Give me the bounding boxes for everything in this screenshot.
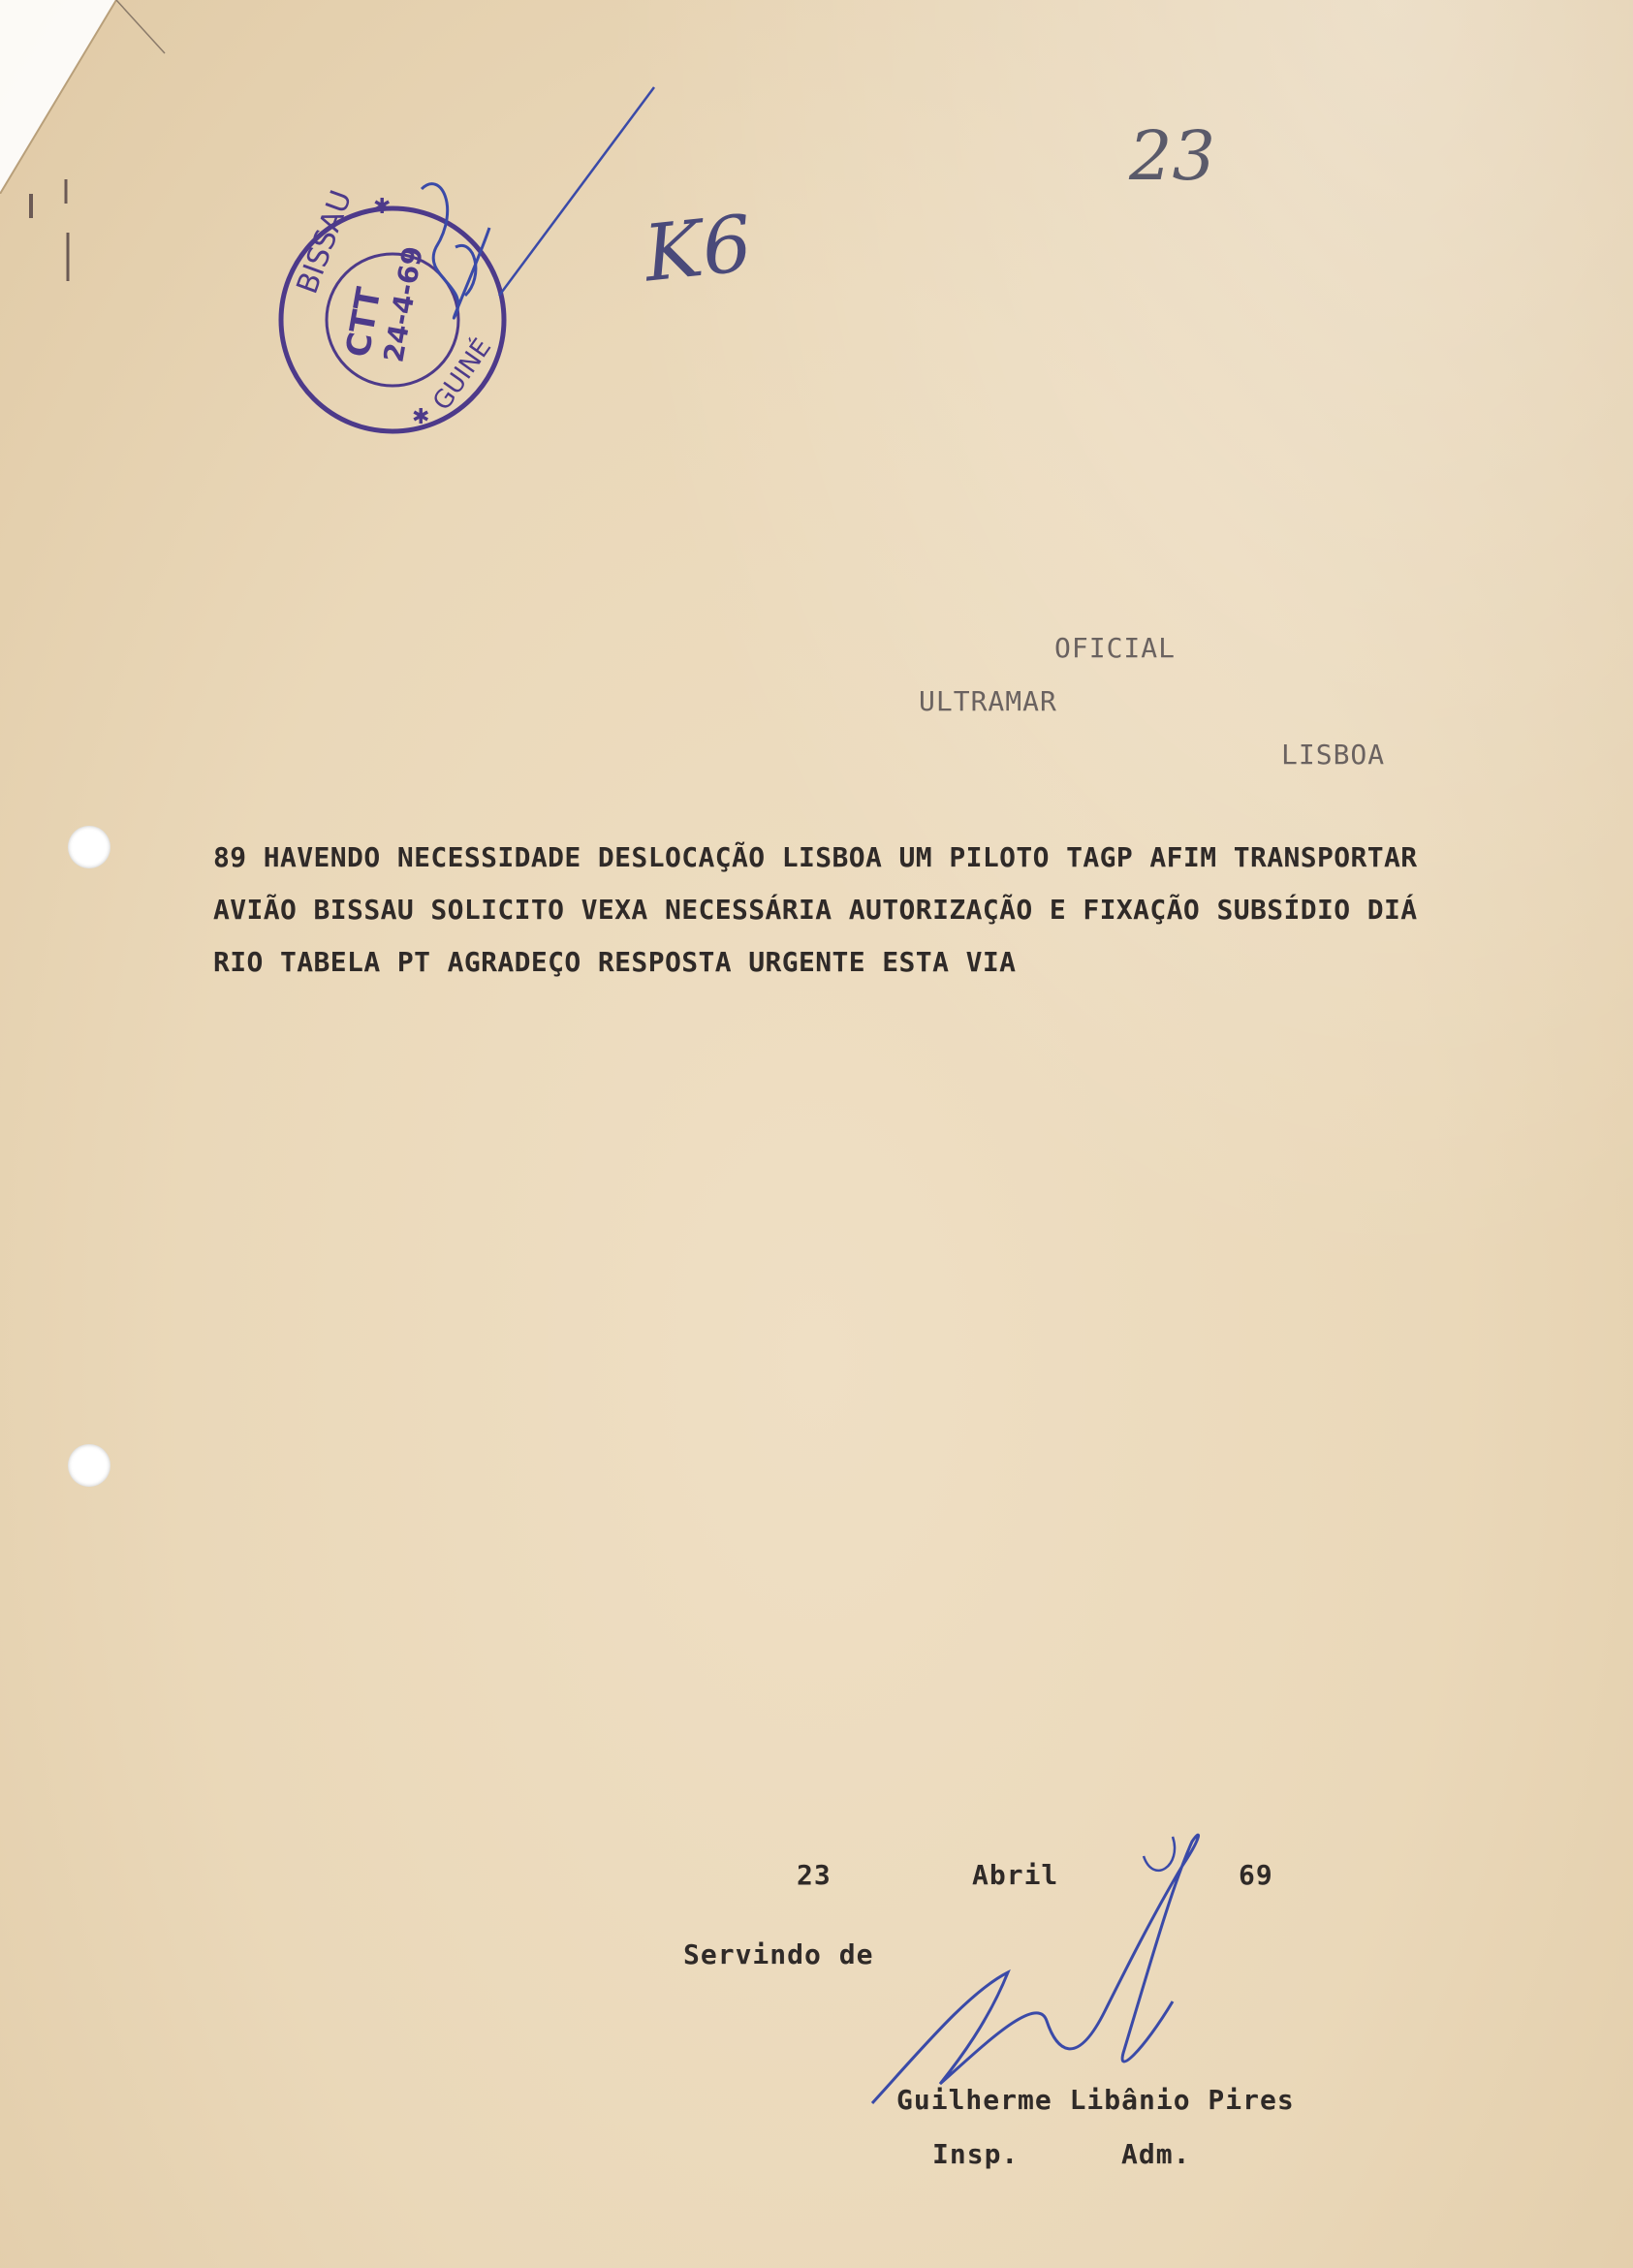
message-line-2: AVIÃO BISSAU SOLICITO VEXA NECESSÁRIA AUTORIZAÇÃO E FIXAÇÃO SUBSÍDIO DIÁ	[213, 894, 1418, 926]
handwritten-signature	[863, 1827, 1308, 2118]
date-day: 23	[797, 1859, 832, 1891]
address-line-oficial: OFICIAL	[1054, 632, 1177, 664]
signatory-title-adm: Adm.	[1121, 2138, 1191, 2170]
signatory-name: Guilherme Libânio Pires	[896, 2084, 1295, 2116]
archive-code-annotation: K6	[640, 198, 757, 299]
address-line-lisboa: LISBOA	[1281, 739, 1386, 771]
edge-marks	[19, 174, 78, 310]
punch-hole-bottom	[68, 1444, 110, 1487]
date-year: 69	[1239, 1859, 1273, 1891]
message-line-3: RIO TABELA PT AGRADEÇO RESPOSTA URGENTE ESTA VIA	[213, 946, 1017, 978]
pen-stroke	[485, 82, 669, 305]
svg-text:BISSAU: BISSAU	[290, 185, 360, 299]
signatory-title-insp: Insp.	[932, 2138, 1020, 2170]
svg-text:✱: ✱	[373, 194, 392, 218]
punch-hole-top	[68, 826, 110, 868]
svg-text:24-4-69: 24-4-69	[377, 243, 429, 365]
date-month: Abril	[972, 1859, 1059, 1891]
folded-corner	[0, 0, 194, 194]
message-line-1: 89 HAVENDO NECESSIDADE DESLOCAÇÃO LISBOA UM PILOTO TAGP AFIM TRANSPORTAR	[213, 841, 1418, 873]
page-number-annotation: 23	[1129, 116, 1216, 196]
servindo-de: Servindo de	[683, 1938, 874, 1970]
svg-text:GUINÉ: GUINÉ	[427, 333, 498, 417]
svg-text:✱: ✱	[412, 404, 430, 428]
address-line-ultramar: ULTRAMAR	[919, 685, 1057, 717]
svg-text:CTT: CTT	[338, 284, 390, 361]
